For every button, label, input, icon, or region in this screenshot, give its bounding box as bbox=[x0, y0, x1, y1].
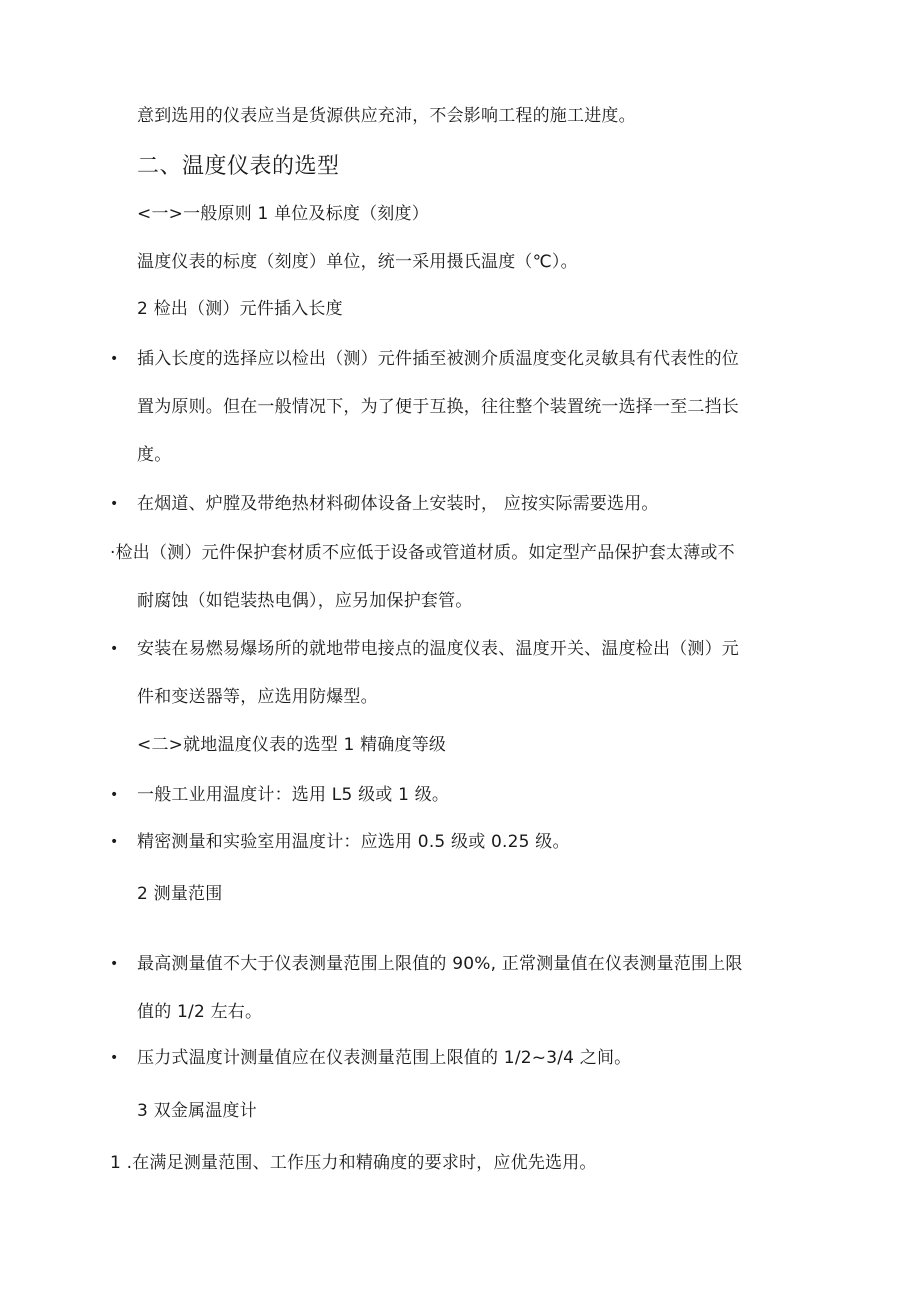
list-item: 安装在易燃易爆场所的就地带电接点的温度仪表、温度开关、温度检出（测）元 bbox=[137, 639, 739, 659]
list-item-continuation: 件和变送器等，应选用防爆型。 bbox=[137, 687, 378, 707]
bullet-icon: • bbox=[110, 351, 119, 367]
bullet-icon: • bbox=[110, 834, 119, 850]
paragraph-continuation: 意到选用的仪表应当是货源供应充沛，不会影响工程的施工进度。 bbox=[137, 106, 636, 126]
bullet-icon: • bbox=[110, 787, 119, 803]
item-heading: 2 检出（测）元件插入长度 bbox=[137, 299, 343, 319]
list-item-continuation: 值的 1/2 左右。 bbox=[137, 1002, 263, 1022]
bullet-icon: • bbox=[110, 496, 119, 512]
bullet-icon: • bbox=[110, 1050, 119, 1066]
list-item-continuation: 置为原则。但在一般情况下，为了便于互换，往往整个装置统一选择一至二挡长 bbox=[137, 397, 739, 417]
bullet-icon: • bbox=[110, 956, 119, 972]
subsection-heading: <二>就地温度仪表的选型 1 精确度等级 bbox=[137, 735, 447, 755]
list-item: ·检出（测）元件保护套材质不应低于设备或管道材质。如定型产品保护套太薄或不 bbox=[110, 543, 735, 563]
section-heading: 二、温度仪表的选型 bbox=[137, 154, 340, 179]
list-item-continuation: 度。 bbox=[137, 445, 172, 465]
list-item: 精密测量和实验室用温度计：应选用 0.5 级或 0.25 级。 bbox=[137, 832, 570, 852]
list-item: 最高测量值不大于仪表测量范围上限值的 90%, 正常测量值在仪表测量范围上限 bbox=[137, 954, 743, 974]
list-item-continuation: 耐腐蚀（如铠装热电偶），应另加保护套管。 bbox=[137, 591, 473, 611]
list-item: 在烟道、炉膛及带绝热材料砌体设备上安装时， 应按实际需要选用。 bbox=[137, 494, 659, 514]
list-item: 插入长度的选择应以检出（测）元件插至被测介质温度变化灵敏具有代表性的位 bbox=[137, 349, 739, 369]
paragraph: 温度仪表的标度（刻度）单位，统一采用摄氏温度（℃）。 bbox=[137, 252, 578, 272]
numbered-item: 1 .在满足测量范围、工作压力和精确度的要求时，应优先选用。 bbox=[110, 1153, 597, 1173]
list-item: 压力式温度计测量值应在仪表测量范围上限值的 1/2~3/4 之间。 bbox=[137, 1048, 632, 1068]
bullet-icon: • bbox=[110, 641, 119, 657]
item-heading: 2 测量范围 bbox=[137, 884, 223, 904]
subsection-heading: <一>一般原则 1 单位及标度（刻度） bbox=[137, 204, 429, 224]
item-heading: 3 双金属温度计 bbox=[137, 1101, 257, 1121]
list-item: 一般工业用温度计：选用 L5 级或 1 级。 bbox=[137, 785, 450, 805]
